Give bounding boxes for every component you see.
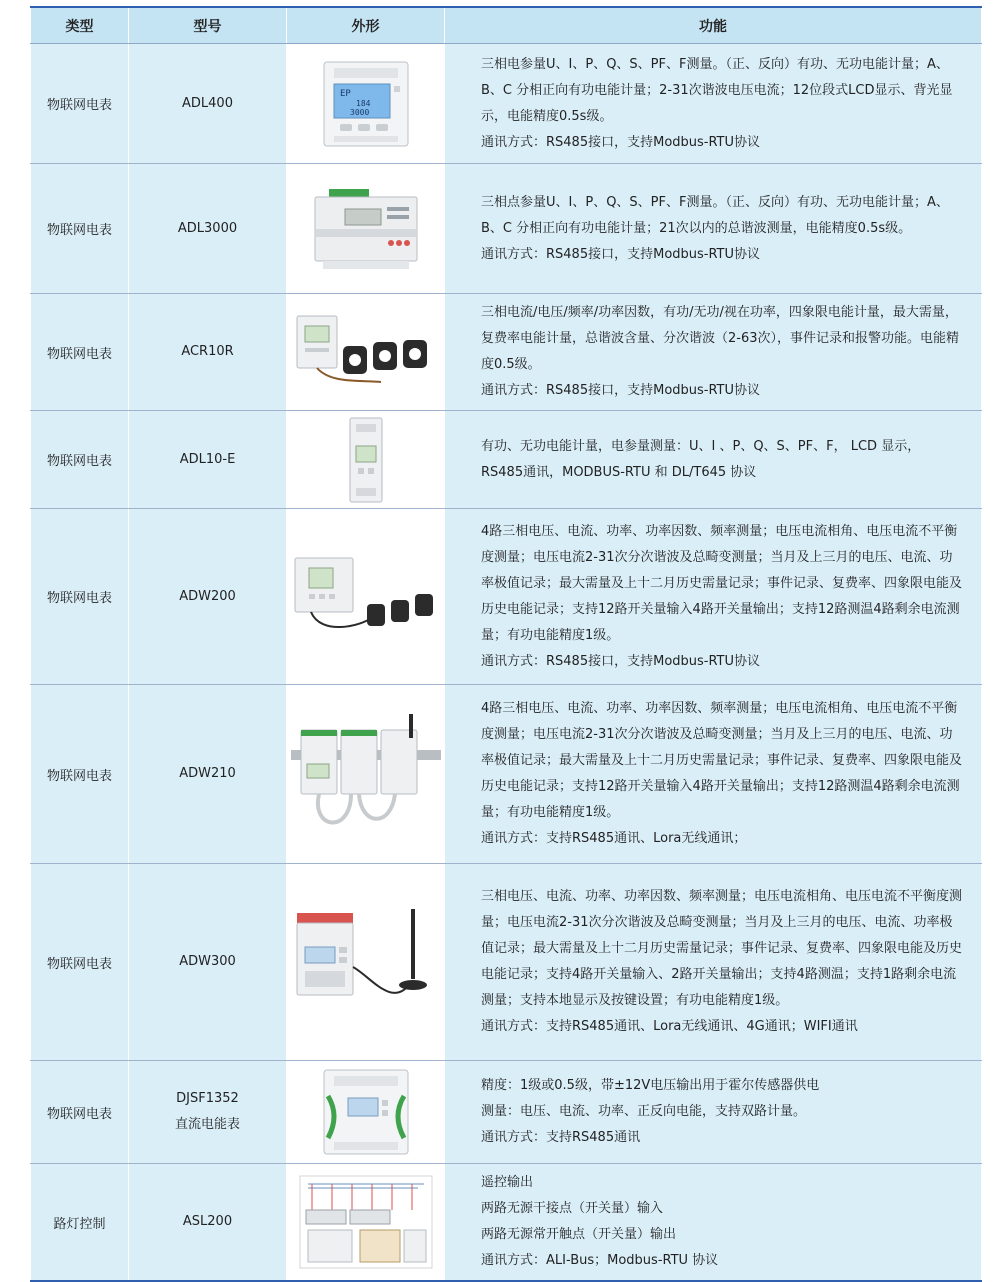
image-cell: [287, 44, 445, 164]
lcd-value-2: 3000: [349, 107, 369, 117]
function-cell: [445, 294, 982, 411]
function-line: 精度：1级或0.5级，带±12V电压输出用于霍尔传感器供电: [481, 1078, 820, 1093]
table-row: [31, 164, 982, 294]
model-name: ADW200: [179, 588, 236, 604]
function-line: 三相电参量U、I、P、Q、S、PF、F测量。（正、反向）有功、无功电能计量；A、B、C 分相正向有功电能计量；2-31次谐波电压电流；12位段式LCD显示、背光显示，电能精度0.5s级。: [481, 56, 953, 124]
function-line: 有功、无功电能计量，电参量测量：U、I 、P、Q、S、PF、F， LCD 显示， RS485通讯，MODBUS-RTU 和 DL/T645 协议: [481, 438, 921, 480]
model-name: ADW210: [179, 766, 236, 781]
function-cell: [445, 1061, 982, 1164]
function-line: 通讯方式：RS485接口，支持Modbus-RTU协议: [481, 383, 761, 398]
model-cell: [129, 411, 287, 509]
function-cell: [445, 864, 982, 1061]
model-cell: [129, 864, 287, 1061]
header-shape: 外形: [287, 7, 445, 44]
model-name: ADL3000: [177, 220, 238, 236]
image-cell: [287, 685, 445, 864]
function-cell: [445, 509, 982, 685]
adl3000-meter-icon: [311, 187, 421, 271]
model-name: DJSF1352: [176, 1091, 239, 1106]
type-cell: 路灯控制: [31, 1164, 129, 1282]
function-line: 4路三相电压、电流、功率、功率因数、频率测量；电压电流相角、电压电流不平衡度测量；电压电流2-31次分次谐波及总畸变测量；当月及上三月的电压、电流、功率极值记录；最大需量及上十二月历史需量记录；事件记录、复费率、四象限电能及历史电能记录；支持12路开关量输入4路开关量输出；支持12路测温4路剩余电流测量；有功电能精度1级。: [481, 523, 963, 643]
function-line: 两路无源常开触点（开关量）输出: [481, 1227, 677, 1242]
function-line: 通讯方式：支持RS485通讯、Lora无线通讯；: [481, 831, 747, 846]
function-line: 两路无源干接点（开关量）输入: [481, 1201, 664, 1216]
function-line: 通讯方式：支持RS485通讯: [481, 1130, 641, 1145]
model-name: ADL400: [182, 95, 233, 111]
function-cell: [445, 1164, 982, 1282]
model-name: ADW300: [179, 954, 236, 969]
lcd-label: EP: [339, 88, 351, 99]
djsf1352-meter-icon: [320, 1066, 412, 1158]
function-line: 三相点参量U、I、P、Q、S、PF、F测量。（正、反向）有功、无功电能计量；A、B、C 分相正向有功电能计量；21次以内的总谐波测量，电能精度0.5s级。: [481, 194, 949, 236]
adw200-meter-icon: [291, 552, 441, 642]
product-table-container: [30, 6, 981, 1282]
table-row: [31, 1164, 982, 1282]
model-cell: [129, 685, 287, 864]
table-row: [31, 509, 982, 685]
function-line: 三相电压、电流、功率、功率因数、频率测量；电压电流相角、电压电流不平衡度测量；电压电流2-31次分次谐波及总畸变测量；当月及上三月的电压、电流、功率极值记录；最大需量及上十二月历史需量记录；事件记录、复费率、四象限电能及历史电能记录；支持4路开关量输入、2路开关量输出；支持4路测温；支持1路剩余电流测量；支持本地显示及按键设置；有功电能精度1级。: [481, 889, 963, 1008]
header-model: 型号: [129, 7, 287, 44]
model-name: ASL200: [182, 1214, 233, 1229]
image-cell: [287, 411, 445, 509]
table-row: [31, 685, 982, 864]
model-cell: [129, 44, 287, 164]
type-cell: 物联网电表: [31, 294, 129, 411]
function-line: 通讯方式：支持RS485通讯、Lora无线通讯、4G通讯；WIFI通讯: [481, 1019, 858, 1034]
asl200-controller-icon: [298, 1174, 434, 1270]
model-cell: [129, 509, 287, 685]
model-name: ACR10R: [181, 344, 234, 359]
adl10e-meter-icon: [344, 416, 388, 504]
type-cell: 物联网电表: [31, 164, 129, 294]
acr10r-meter-icon: [291, 310, 441, 394]
image-cell: [287, 294, 445, 411]
function-line: 测量：电压、电流、功率、正反向电能，支持双路计量。: [481, 1104, 807, 1119]
adl400-meter-icon: [320, 60, 412, 148]
image-cell: [287, 864, 445, 1061]
header-function: 功能: [445, 7, 982, 44]
type-cell: 物联网电表: [31, 1061, 129, 1164]
table-row: [31, 1061, 982, 1164]
image-cell: [287, 509, 445, 685]
type-cell: 物联网电表: [31, 509, 129, 685]
type-cell: 物联网电表: [31, 685, 129, 864]
model-cell: [129, 1164, 287, 1282]
lcd-value-1: 184: [355, 98, 370, 108]
type-cell: 物联网电表: [31, 864, 129, 1061]
table-row: [31, 294, 982, 411]
function-line: 通讯方式：RS485接口，支持Modbus-RTU协议: [481, 246, 761, 262]
function-line: 通讯方式：RS485接口，支持Modbus-RTU协议: [481, 134, 761, 150]
function-cell: [445, 44, 982, 164]
model-cell: [129, 164, 287, 294]
type-cell: 物联网电表: [31, 44, 129, 164]
table-row: [31, 411, 982, 509]
model-cell: [129, 1061, 287, 1164]
function-line: 4路三相电压、电流、功率、功率因数、频率测量；电压电流相角、电压电流不平衡度测量；电压电流2-31次分次谐波及总畸变测量；当月及上三月的电压、电流、功率极值记录；最大需量及上十二月历史需量记录；事件记录、复费率、四象限电能及历史电能记录；支持12路开关量输入4路开关量输出；支持12路测温4路剩余电流测量；有功电能精度1级。: [481, 701, 963, 820]
header-type: 类型: [31, 7, 129, 44]
function-cell: [445, 164, 982, 294]
model-name: ADL10-E: [179, 451, 236, 467]
image-cell: [287, 1164, 445, 1282]
function-line: 遥控输出: [481, 1175, 534, 1190]
function-cell: [445, 685, 982, 864]
model-cell: [129, 294, 287, 411]
adw210-meter-icon: [291, 710, 441, 838]
function-line: 通讯方式：RS485接口，支持Modbus-RTU协议: [481, 653, 761, 669]
table-row: [31, 864, 982, 1061]
table-header-row: [31, 7, 982, 44]
table-row: [31, 44, 982, 164]
model-subtitle: 直流电能表: [174, 1117, 240, 1132]
function-line: 通讯方式：ALI-Bus；Modbus-RTU 协议: [481, 1253, 719, 1268]
image-cell: [287, 1061, 445, 1164]
product-table: [30, 6, 982, 1282]
adw300-meter-icon: [291, 907, 441, 1017]
function-cell: [445, 411, 982, 509]
type-cell: 物联网电表: [31, 411, 129, 509]
function-line: 三相电流/电压/频率/功率因数，有功/无功/视在功率，四象限电能计量，最大需量，复费率电能计量，总谐波含量、分次谐波（2-63次），事件记录和报警功能。电能精度0.5级。: [481, 305, 960, 372]
image-cell: [287, 164, 445, 294]
